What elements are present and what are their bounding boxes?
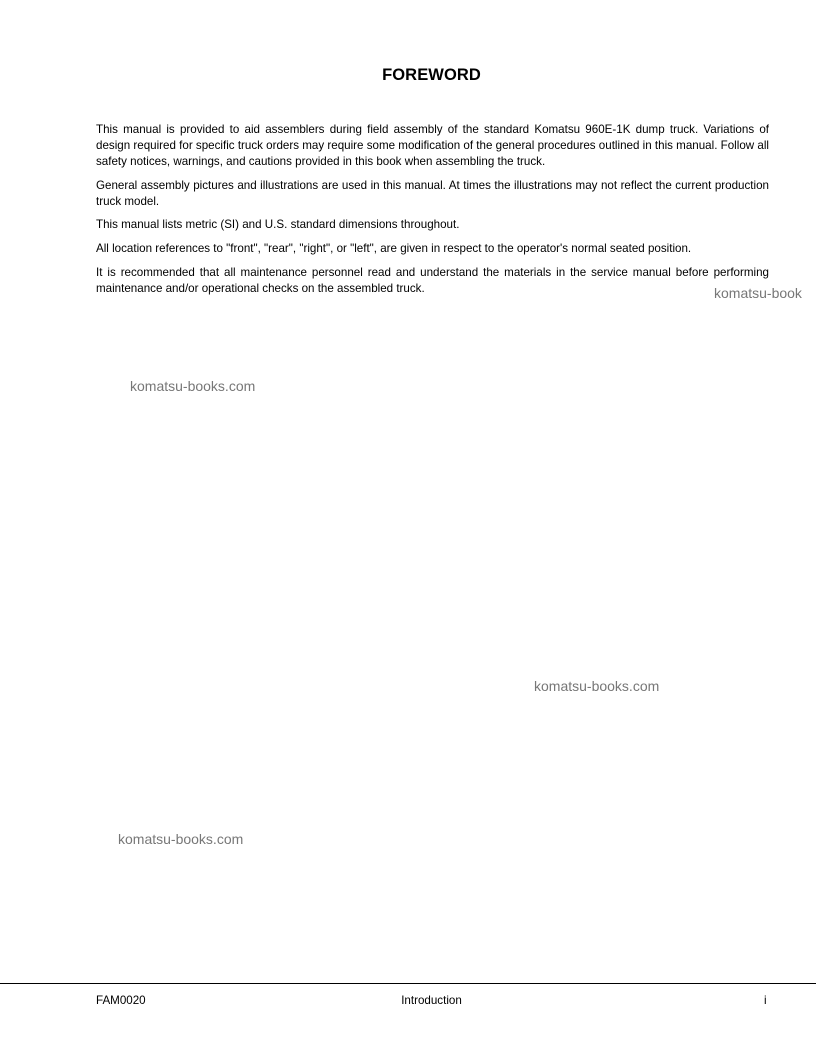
paragraph-recommendation: It is recommended that all maintenance personnel read and understand the materials in the service manual before performing maintenance and/or operational checks on the assembled truck. xyxy=(96,265,769,295)
paragraph-location-references: All location references to "front", "rear", "right", or "left", are given in respect to the operator's normal seated position. xyxy=(96,242,692,256)
page-title: FOREWORD xyxy=(382,66,481,84)
footer-doc-code: FAM0020 xyxy=(96,994,146,1007)
footer-section: Introduction xyxy=(401,994,462,1007)
paragraph-illustrations: General assembly pictures and illustrations are used in this manual. At times the illustrations may not reflect the current production truck model. xyxy=(96,178,769,208)
watermark: komatsu-books.com xyxy=(130,378,256,394)
paragraph-purpose: This manual is provided to aid assemblers during field assembly of the standard Komatsu 960E-1K dump truck. Variations of design required for specific truck orders may require some modification of the general procedures outlined in this manual. Follow all safety notices, warnings, and cautions provided in this book when assembling the truck. xyxy=(96,123,769,169)
foreword-body xyxy=(96,122,769,304)
paragraph-units: This manual lists metric (SI) and U.S. standard dimensions throughout. xyxy=(96,218,460,232)
watermark: komatsu-book xyxy=(714,285,802,301)
footer-page-number: i xyxy=(764,994,767,1007)
footer-divider xyxy=(0,983,816,984)
watermark: komatsu-books.com xyxy=(534,678,660,694)
watermark: komatsu-books.com xyxy=(118,831,244,847)
